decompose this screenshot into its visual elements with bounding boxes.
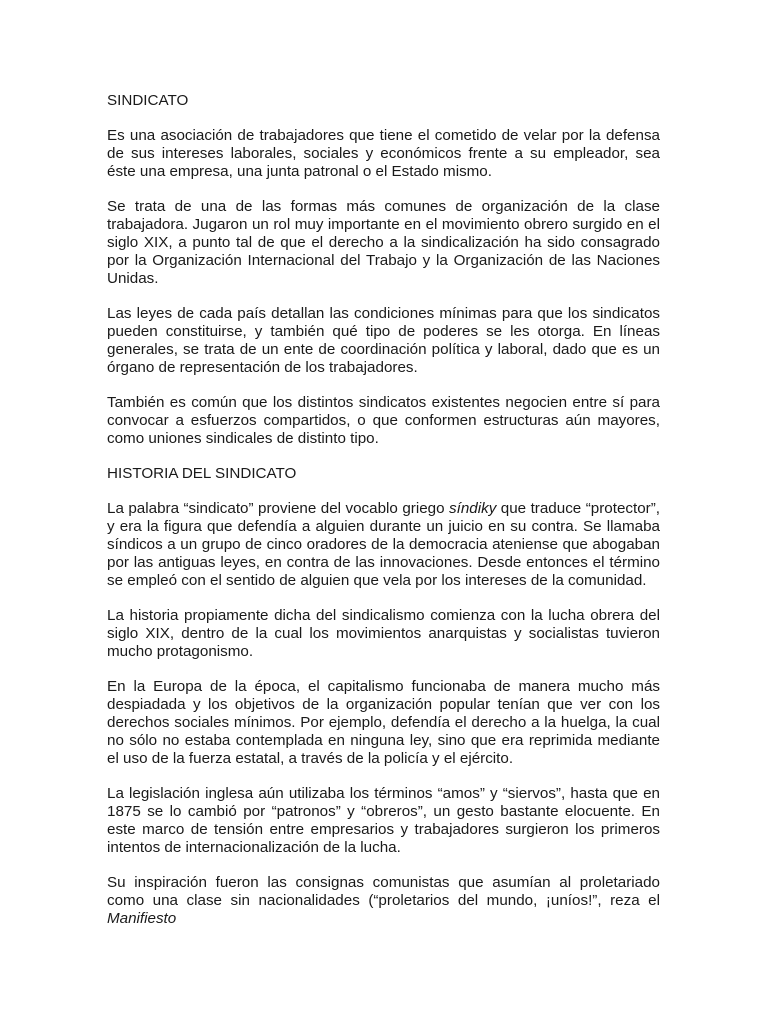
etymology-greek-word: síndiky <box>449 500 497 517</box>
paragraph-definition: Es una asociación de trabajadores que tiene el cometido de velar por la defensa de sus intereses laborales, sociales y económicos frente a su empleador, sea éste una empresa, una junta patronal o el Estado mismo. <box>107 127 660 180</box>
paragraph-laws: Las leyes de cada país detallan las condiciones mínimas para que los sindicatos pueden constituirse, y también qué tipo de poderes se les otorga. En líneas generales, se trata de un ente de coordinación política y laboral, dado que es un órgano de representación de los trabajadores. <box>107 305 660 376</box>
paragraph-inspiration <box>107 874 660 928</box>
document-page <box>107 92 660 928</box>
paragraph-etymology <box>107 500 660 590</box>
paragraph-negotiation: También es común que los distintos sindicatos existentes negocien entre sí para convocar a esfuerzos compartidos, o que conformen estructuras aún mayores, como uniones sindicales de distinto tipo. <box>107 394 660 447</box>
paragraph-legislation: La legislación inglesa aún utilizaba los términos “amos” y “siervos”, hasta que en 1875 se lo cambió por “patronos” y “obreros”, un gesto bastante elocuente. En este marco de tensión entre empresarios y trabajadores surgieron los primeros intentos de internacionalización de la lucha. <box>107 785 660 856</box>
paragraph-europe: En la Europa de la época, el capitalismo funcionaba de manera mucho más despiadada y los objetivos de la organización popular tenían que ver con los derechos sociales mínimos. Por ejemplo, defendía el derecho a la huelga, la cual no sólo no estaba contemplada en ninguna ley, sino que era reprimida mediante el uso de la fuerza estatal, a través de la policía y el ejército. <box>107 678 660 767</box>
manifesto-title: Manifiesto <box>107 910 177 927</box>
paragraph-history-start: La historia propiamente dicha del sindicalismo comienza con la lucha obrera del siglo XIX, dentro de la cual los movimientos anarquistas y socialistas tuvieron mucho protagonismo. <box>107 607 660 660</box>
inspiration-text: Su inspiración fueron las consignas comunistas que asumían al proletariado como una clase sin nacionalidades (“proletarios del mundo, ¡uníos!”, reza el <box>107 874 660 909</box>
etymology-text-after: que traduce “protector”, y era la figura que defendía a alguien durante un juicio en su contra. Se llamaba síndicos a un grupo de cinco oradores de la democracia ateniense que abogaban por las antiguas leyes, en contra de las innovaciones. Desde entonces el término se empleó con el sentido de alguien que vela por los intereses de la comunidad. <box>107 500 660 589</box>
etymology-text-before: La palabra “sindicato” proviene del vocablo griego <box>107 500 450 517</box>
section-title: HISTORIA DEL SINDICATO <box>107 465 297 482</box>
paragraph-organization: Se trata de una de las formas más comunes de organización de la clase trabajadora. Jugaron un rol muy importante en el movimiento obrero surgido en el siglo XIX, a punto tal de que el derecho a la sindicalización ha sido consagrado por la Organización Internacional del Trabajo y la Organización de las Naciones Unidas. <box>107 198 660 287</box>
document-title: SINDICATO <box>107 92 189 109</box>
